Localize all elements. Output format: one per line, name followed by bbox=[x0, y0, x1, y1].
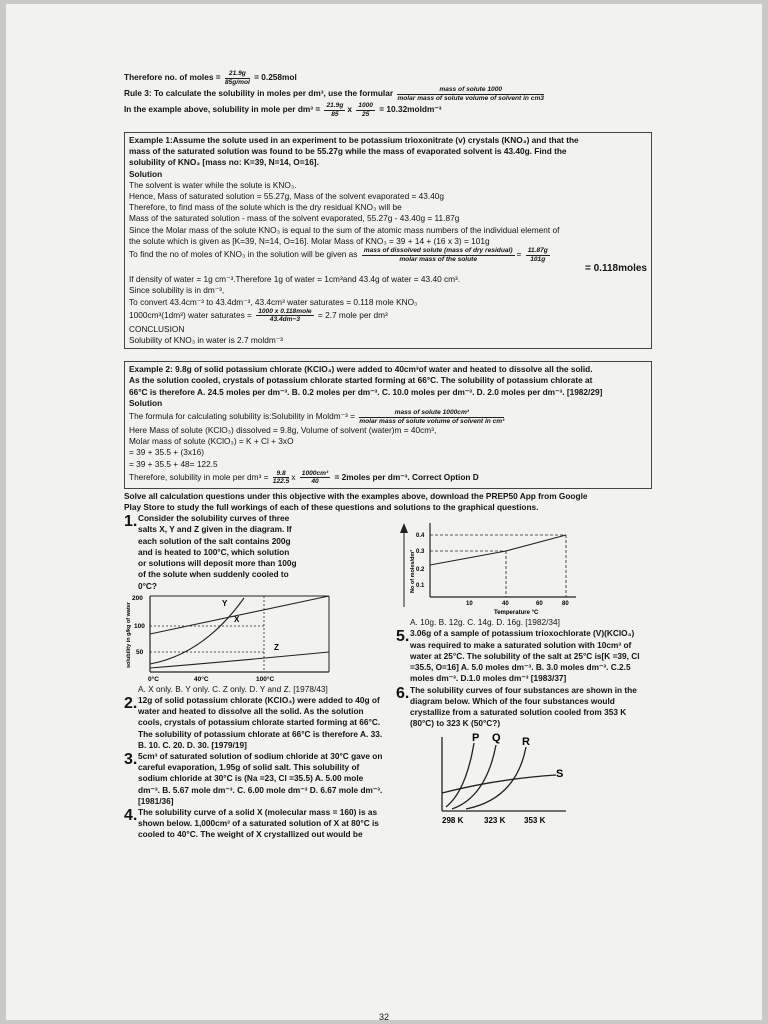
example1-body2-line: Since solubility is in dm⁻³, bbox=[129, 285, 225, 296]
graph1-tick-100: 100 bbox=[134, 622, 145, 630]
question-4-options: A. 10g. B. 12g. C. 14g. D. 16g. [1982/34] bbox=[410, 617, 560, 628]
example1-moles-den: molar mass of the solute bbox=[399, 255, 477, 263]
graph1-tick-100c: 100°C bbox=[256, 675, 275, 682]
example-calc-text: In the example above, solubility in mole per dm³ = bbox=[124, 104, 323, 115]
final-num2: 1000cm³ bbox=[301, 469, 329, 477]
frac1-num: 21.9g bbox=[326, 102, 344, 109]
instruction-line-2: Play Store to study the full workings of each of these questions and solutions to the graphical questions. bbox=[124, 502, 539, 513]
rule3-fraction bbox=[397, 86, 544, 102]
graph1-tick-0: 0°C bbox=[148, 675, 159, 682]
rule3-line bbox=[124, 86, 652, 102]
example-calc-frac2 bbox=[356, 102, 375, 118]
page-number: 32 bbox=[378, 1012, 389, 1022]
example2-final-line: Therefore, solubility in mole per dm³ = $\frac{9.8}{122.5}$ x $\frac{\text{1000cm³}}{40}$ = 2moles per dm⁻³. Correct Option D bbox=[129, 469, 479, 486]
question-text: Consider the solubility curves of three salts X, Y and Z given in the diagram. If each solution of the salt contains 200g and is heated to 100°C, which solution or solutions will deposit more than 100g of the solute when suddenly cooled to 0°C? bbox=[138, 513, 297, 591]
example2-box bbox=[124, 361, 652, 489]
example1-conclusion-text: Solubility of KNO₃ in water is 2.7 moldm⁻³ bbox=[129, 335, 283, 346]
graph1-tick-200: 200 bbox=[132, 594, 143, 602]
example2-body-line: = 39 + 35.5 + (3x16) bbox=[129, 447, 204, 458]
curve-r bbox=[466, 747, 526, 809]
graph6-tick-298: 298 K bbox=[442, 816, 464, 826]
example1-body2-line: To convert 43.4cm⁻³ to 43.4dm⁻³, 43.4cm³ water saturates = 0.118 mole KNO₃ bbox=[129, 296, 418, 307]
question-6 bbox=[396, 685, 652, 730]
curve-x-label: X bbox=[234, 614, 240, 624]
example1-saturates-result: = 2.7 mole per dm³ bbox=[317, 310, 388, 321]
moles-line bbox=[124, 70, 652, 86]
question-1-options: A. X only. B. Y only. C. Z only. D. Y and Z. [1978/43] bbox=[138, 683, 328, 694]
curve-y-label: Y bbox=[222, 598, 228, 608]
graph6-tick-353: 353 K bbox=[524, 816, 546, 826]
curve-r-label: R bbox=[522, 736, 530, 749]
question-5 bbox=[396, 628, 652, 684]
final-den1: 122.5 bbox=[272, 478, 290, 486]
curve-z-label: Z bbox=[274, 642, 279, 652]
example1-body-line: Hence, Mass of saturated solution = 55.27g, Mass of the solvent evaporated = 43.40g bbox=[129, 191, 445, 202]
curve-q bbox=[452, 745, 496, 809]
formula-den: molar mass of solute volume of solvent in cm³ bbox=[359, 417, 505, 425]
curve-q-label: Q bbox=[492, 732, 501, 745]
graph6-tick-323: 323 K bbox=[484, 816, 506, 826]
example1-body-line: Mass of the saturated solution - mass of the solvent evaporated, 55.27g - 43.40g = 11.87g bbox=[129, 213, 460, 224]
example2-formula-frac bbox=[359, 409, 504, 425]
example2-body-line: Molar mass of solute (KClO₃) = K + Cl + 3xO bbox=[129, 436, 294, 447]
question-number: 4. bbox=[124, 806, 138, 824]
example2-body-line: Here Mass of solute (KClO₃) dissolved = 9.8g, Volume of solvent (water)m = 40cm³, bbox=[129, 425, 437, 436]
example1-body2-line: If density of water = 1g cm⁻³.Therefore 1g of water = 1cm³and 43.4g of water = 43.40 cm³. bbox=[129, 274, 461, 285]
instruction-line-1: Solve all calculation questions under this objective with the examples above, download the PREP50 App from Google bbox=[124, 490, 588, 501]
example1-line-1: Example 1:Assume the solute used in an experiment to be potassium trioxonitrate (v) crystals (KNO₃) and that the bbox=[129, 135, 579, 145]
questions-left-column bbox=[124, 513, 386, 840]
example1-body-line: Since the Molar mass of the solute KNO₃ is equal to the sum of the atomic mass numbers of the individual element of bbox=[129, 224, 560, 235]
question-number: 6. bbox=[396, 684, 410, 702]
graph4-tick-04: 0.4 bbox=[416, 533, 425, 540]
example1-line-3: solubility of KNO₃ [mass no: K=39, N=14, O=16]. bbox=[129, 157, 319, 168]
rule3-text: Rule 3: To calculate the solubility in moles per dm³, use the formular bbox=[124, 88, 394, 99]
saturates-den: 43.4dm−3 bbox=[269, 316, 301, 324]
graph4-tick-40: 40 bbox=[502, 601, 509, 608]
moles-fraction bbox=[225, 70, 250, 86]
graph4-tick-60: 60 bbox=[536, 601, 543, 608]
question-3 bbox=[124, 751, 386, 807]
question-text: The solubility curves of four substances are shown in the diagram below. Which of the four substances would crystallize from a saturated solution cooled from 353 K (80°C) to 323 K (50°C?) bbox=[410, 684, 637, 729]
example1-body-line: Therefore, to find mass of the solute which is the dry residual KNO₃ will be bbox=[129, 202, 402, 213]
graph4-tick-01: 0.1 bbox=[416, 583, 425, 590]
curve-p bbox=[446, 743, 474, 807]
curve-s-label: S bbox=[556, 768, 564, 781]
example1-saturates-line bbox=[129, 308, 647, 324]
question-text: 3.06g of a sample of potassium trioxochlorate (V)(KClO₃) was required to make a saturated solution with 10cm³ of water at 25°C. The solubility of the salt at 25°C is[K =39, Cl =35.5, O=16] A. 5.0 moles dm⁻³. B. 3.0 moles dm⁻³. C.2.5 moles dm⁻³. D.1.0 moles dm⁻³ [1983/37] bbox=[410, 628, 640, 684]
example2-solution-heading: Solution bbox=[129, 397, 163, 408]
example2-final-text: Therefore, solubility in mole per dm³ = bbox=[129, 472, 271, 483]
graph4-y-axis-label: No of moles/dm³ bbox=[410, 550, 416, 594]
solubility-graph-xyz bbox=[124, 594, 334, 682]
rule3-den: molar mass of solute volume of solvent in cm3 bbox=[397, 94, 544, 102]
question-text: The solubility curve of a solid X (molecular mass = 160) is as shown below. 1,000cm³ of a saturated solution of X at 80°C is cooled to 40°C. The weight of X crystallized out would be bbox=[138, 806, 379, 840]
graph4-tick-03: 0.3 bbox=[416, 549, 425, 556]
frac2-num: 1000 bbox=[358, 102, 373, 109]
example2-body-line: = 39 + 35.5 + 48= 122.5 bbox=[129, 458, 218, 469]
example1-moles-line: To find the no of moles of KNO₃ in the solution will be given as $\frac{\text{mass of dissolved solute (mass of dry residual)}}{\text{molar mass of the solute}}$ = $\frac{11.87g}{101g}$ bbox=[129, 247, 548, 263]
moles-result: = 0.258mol bbox=[254, 72, 297, 83]
question-text: 5cm³ of saturated solution of sodium chloride at 30°C gave on careful evaporation, 1.95g of solid salt. This solubility of sodium chloride at 30°C is (Na =23, Cl =35.5) A. 5.00 mole dm⁻³. B. 5.67 mole dm⁻³. C. 6.00 mole dm⁻³ D. 6.67 mole dm⁻³. [1981/36] bbox=[138, 750, 383, 806]
solubility-graph-pqrs bbox=[396, 731, 596, 827]
moles-den: 85g/mol bbox=[224, 78, 250, 86]
example1-saturates-text: 1000cm³(1dm³) water saturates = bbox=[129, 310, 255, 321]
curve-p-label: P bbox=[472, 732, 480, 745]
example1-body-line: the solute which is given as [K=39, N=14, O=16]. Molar Mass of KNO₃ = 39 + 14 + (16 x 3) = 101g bbox=[129, 235, 490, 246]
example2-formula-text: The formula for calculating solubility is:Solubility in Moldm⁻³ = bbox=[129, 411, 358, 422]
rule3-num: mass of solute 1000 bbox=[397, 86, 544, 95]
formula-num: mass of solute 1000cm³ bbox=[359, 409, 504, 418]
question-2 bbox=[124, 695, 386, 751]
graph4-tick-02: 0.2 bbox=[416, 567, 425, 574]
graph4-tick-80: 80 bbox=[562, 601, 569, 608]
question-1 bbox=[124, 513, 386, 591]
curve-x bbox=[150, 596, 329, 634]
graph1-tick-50: 50 bbox=[136, 648, 144, 656]
frac1-den: 85 bbox=[331, 110, 339, 118]
example2-line-1: Example 2: 9.8g of solid potassium chlorate (KClO₃) were added to 40cm³of water and heated to dissolve all the solid. bbox=[129, 364, 593, 375]
example2-final-frac1 bbox=[273, 470, 290, 486]
example1-moles-fden: 101g bbox=[530, 255, 546, 263]
example1-moles-fnum: 11.87g bbox=[527, 247, 548, 255]
graph4-x-axis-label: Temperature °C bbox=[494, 610, 539, 616]
frac2-den: 25 bbox=[361, 110, 370, 118]
question-number: 5. bbox=[396, 628, 410, 646]
graph4-arrow-head bbox=[400, 523, 408, 533]
example2-final-result: = 2moles per dm⁻³. Correct Option D bbox=[334, 472, 479, 483]
moles-text: Therefore no. of moles = bbox=[124, 72, 223, 83]
final-den2: 40 bbox=[311, 478, 319, 486]
graph4-tick-10: 10 bbox=[466, 601, 473, 608]
example1-saturates-frac bbox=[256, 308, 313, 324]
example1-moles-result: = 0.118moles bbox=[585, 263, 647, 275]
questions-right-column bbox=[396, 513, 652, 840]
question-number: 1. bbox=[124, 513, 138, 531]
example1-conclusion-heading: CONCLUSION bbox=[129, 323, 185, 334]
solubility-graph-moles bbox=[396, 515, 596, 615]
document-page bbox=[6, 4, 762, 1020]
example1-moles-text: To find the no of moles of KNO₃ in the solution will be given as bbox=[129, 249, 358, 260]
example2-final-frac2 bbox=[300, 470, 330, 486]
example1-moles-frac bbox=[362, 247, 515, 263]
question-text: 12g of solid potassium chlorate (KClO₃) were added to 40g of water and heated to dissolve all the solid. As the solution cools, crystals of potassium chlorate started forming at 66°C. The solubility of potassium chlorate at 66°C is therefore A. 33. B. 10. C. 20. D. 30. [1979/19] bbox=[138, 694, 383, 750]
question-number: 3. bbox=[124, 750, 138, 768]
example2-line-2: As the solution cooled, crystals of potassium chlorate started forming at 66°C. The solubility of potassium chlorate at bbox=[129, 375, 593, 386]
example1-solution-heading: Solution bbox=[129, 168, 163, 179]
example-calc-line: In the example above, solubility in mole per dm³ = $\frac{21.9g}{85}$ x $\frac{1000}{25}$ = 10.32moldm⁻³ bbox=[124, 102, 442, 118]
example2-line-3: 66°C is therefore A. 24.5 moles per dm⁻³. B. 0.2 moles per dm⁻³. C. 10.0 moles per dm⁻³. D. 2.0 moles per dm⁻³. [1982/29] bbox=[129, 386, 603, 397]
example1-moles-num: mass of dissolved solute (mass of dry residual) bbox=[363, 247, 513, 255]
graph1-tick-40: 40°C bbox=[194, 675, 209, 682]
page-content bbox=[124, 70, 652, 841]
final-num1: 9.8 bbox=[273, 470, 290, 479]
graph1-y-axis-label: solubility in g/kg of water bbox=[126, 601, 132, 668]
saturates-num: 1000 x 0.118mole bbox=[258, 307, 312, 315]
example1-line-2: mass of the saturated solution was found to be 55.27g while the mass of evaporated solvent is 43.40g. Find the bbox=[129, 146, 567, 157]
example1-box bbox=[124, 132, 652, 349]
question-number: 2. bbox=[124, 694, 138, 712]
example2-formula-line bbox=[129, 409, 647, 425]
graph4-curve bbox=[430, 535, 566, 565]
example-calc-result: = 10.32moldm⁻³ bbox=[379, 104, 442, 115]
moles-num: 21.9g bbox=[225, 70, 250, 79]
example-calc-frac1 bbox=[324, 102, 345, 118]
curve-z bbox=[150, 652, 329, 668]
example1-moles-frac2 bbox=[526, 247, 550, 263]
question-4 bbox=[124, 807, 386, 841]
questions-columns bbox=[124, 513, 652, 840]
example1-body-line: The solvent is water while the solute is KNO₃. bbox=[129, 179, 297, 190]
